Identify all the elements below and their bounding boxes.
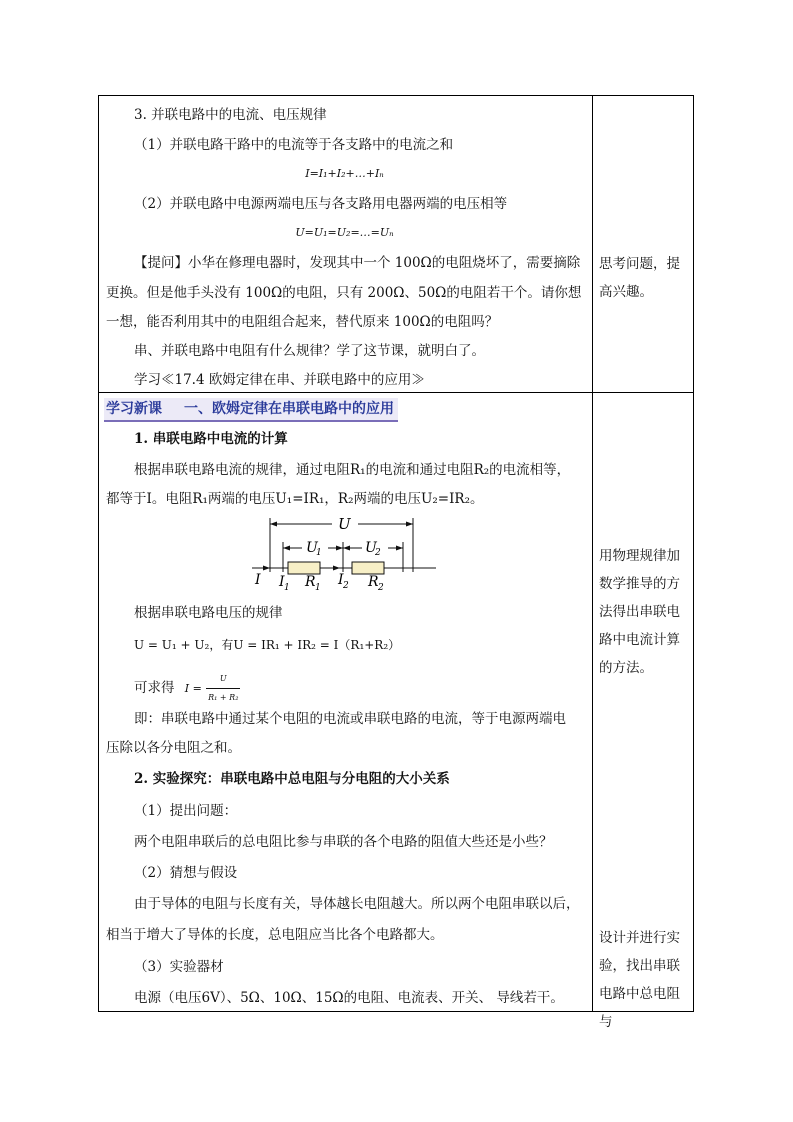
formula-prefix: 可求得 <box>134 680 175 696</box>
label-u1-sub: 1 <box>316 548 322 558</box>
arrowhead <box>406 522 413 527</box>
resistor-r2 <box>352 562 384 574</box>
parallel-voltage-rule: （2）并联电路中电源两端电压与各支路用电器两端的电压相等 <box>134 196 508 212</box>
lesson-intro-line: 学习≪17.4 欧姆定律在串、并联电路中的应用≫ <box>134 372 425 388</box>
step-label: （1）提出问题： <box>134 803 238 819</box>
step-label: （2）猜想与假设 <box>134 865 238 881</box>
label-u2-sub: 2 <box>375 548 381 558</box>
resistor-r1 <box>288 562 320 574</box>
question-line: 【提问】小华在修理电器时，发现其中一个 100Ω的电阻烧坏了，需要摘除 <box>134 255 581 271</box>
step-label: （3）实验器材 <box>134 959 224 975</box>
section-title-topic: 一、欧姆定律在串联电路中的应用 <box>184 401 394 417</box>
side-note-method: 用物理规律加数学推导的方法得出串联电路中电流计算的方法。 <box>599 548 680 676</box>
label-i1-sub: 1 <box>284 583 290 593</box>
label-r1: R <box>305 574 316 590</box>
paragraph-line: 都等于I。电阻R₁两端的电压U₁=IR₁，R₂两端的电压U₂=IR₂。 <box>106 491 484 507</box>
question-line: 一想，能否利用其中的电阻组合起来，替代原来 100Ω的电阻吗？ <box>106 314 499 330</box>
paragraph-line: 根据串联电路电流的规律，通过电阻R₁的电流和通过电阻R₂的电流相等， <box>134 462 571 478</box>
arrowhead <box>343 546 350 551</box>
label-r2: R <box>368 574 379 590</box>
formula-current-result <box>134 670 240 707</box>
label-i2: I <box>338 572 344 588</box>
row-divider <box>98 392 694 393</box>
label-u2: U <box>365 540 377 556</box>
paragraph-line: 压除以各分电阻之和。 <box>106 740 241 756</box>
label-i1: I <box>279 574 285 590</box>
arrowhead <box>336 546 343 551</box>
label-r1-sub: 1 <box>315 583 321 593</box>
question-line: 更换。但是他手头没有 100Ω的电阻，只有 200Ω、50Ω的电阻若干个。请你想 <box>106 285 582 301</box>
heading-series-current: 1. 串联电路中电流的计算 <box>134 431 288 447</box>
arrowhead <box>263 566 270 571</box>
paragraph-line: 即：串联电路中通过某个电阻的电流或串联电路的电流，等于电源两端电 <box>134 711 566 727</box>
paragraph-line: 根据串联电路电压的规律 <box>134 605 283 621</box>
parallel-current-rule: （1）并联电路干路中的电流等于各支路中的电流之和 <box>134 137 454 153</box>
label-i2-sub: 2 <box>343 581 349 591</box>
label-u1: U <box>306 540 318 556</box>
label-i: I <box>255 572 261 588</box>
column-divider <box>592 95 593 1012</box>
formula-series-voltage: U = U₁ + U₂，有U = IR₁ + IR₂ = I（R₁+R₂） <box>134 638 401 652</box>
formula-voltage-equal: U=U₁=U₂=…=Uₙ <box>295 226 394 239</box>
fraction-denominator: R₁ + R₂ <box>208 693 239 702</box>
heading-experiment: 2. 实验探究：串联电路中总电阻与分电阻的大小关系 <box>134 771 450 787</box>
side-note-experiment: 设计并进行实验，找出串联电路中总电阻与 <box>599 930 680 1030</box>
section-title-label: 学习新课 <box>106 401 162 417</box>
section-title <box>104 398 398 422</box>
label-r2-sub: 2 <box>378 583 384 593</box>
heading-parallel-rules: 3. 并联电路中的电流、电压规律 <box>134 107 327 123</box>
question-line: 串、并联电路中电阻有什么规律？学了这节课，就明白了。 <box>134 343 485 359</box>
fraction <box>206 670 240 707</box>
arrowhead <box>283 546 290 551</box>
fraction-numerator: U <box>206 670 240 689</box>
paragraph-line: 由于导体的电阻与长度有关，导体越长电阻越大。所以两个电阻串联以后， <box>134 896 580 912</box>
formula-lhs: I = <box>184 682 202 695</box>
paragraph-line: 电源（电压6V）、5Ω、10Ω、15Ω的电阻、电流表、开关、 导线若干。 <box>134 990 564 1006</box>
arrowhead <box>270 522 277 527</box>
arrowhead <box>396 546 403 551</box>
paragraph-line: 相当于增大了导体的长度，总电阻应当比各个电路都大。 <box>106 927 444 943</box>
formula-current-sum: I=I₁+I₂+…+Iₙ <box>305 167 384 180</box>
arrowhead <box>333 566 340 571</box>
series-circuit-diagram <box>250 512 440 598</box>
side-note-interest: 思考问题，提高兴趣。 <box>599 256 680 300</box>
label-u: U <box>338 515 351 533</box>
paragraph-line: 两个电阻串联后的总电阻比参与串联的各个电路的阻值大些还是小些？ <box>134 834 553 850</box>
